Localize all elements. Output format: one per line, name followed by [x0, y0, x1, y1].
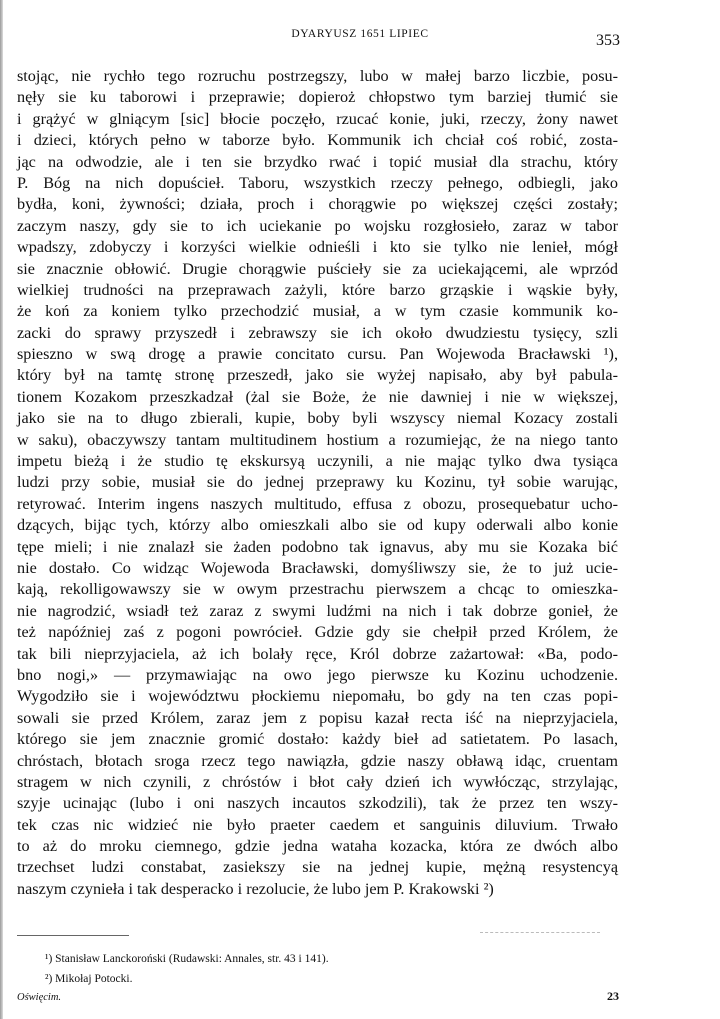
footnote-text: Mikołaj Potocki. [55, 973, 133, 985]
text-line: stojąc, nie rychło tego rozruchu postrzegszy, lubo w małej barzo liczbie, posu- [17, 67, 618, 85]
text-line: jąc na odwodzie, ale i ten sie brzydko rwać i topić musiał dla strachu, który [17, 152, 618, 171]
text-line: tępe mieli; i nie znalazł sie żaden podobno tak ignavus, aby mu sie Kozaka bić [17, 537, 618, 556]
footnotes [45, 949, 329, 989]
text-line: tionem Kozakom przeszkadzał (żal sie Boże, że nie dawniej i nie w większej, [17, 387, 618, 406]
text-line: bydła, koni, żywności; działa, proch i chorągwie po większej części zostały; [17, 195, 618, 214]
text-line: jako sie na to długo zbierali, kupie, boby byli wszyscy niemal Kozacy zostali [17, 409, 618, 428]
text-line: nie dostało. Co widząc Wojewoda Bracławski, domyśliwszy sie, że to już ucie- [17, 558, 618, 577]
text-line: który był na tamtę stronę przeszedł, jako sie wyżej napisało, aby był pabula- [17, 366, 618, 385]
sheet-number: 23 [607, 989, 619, 1003]
text-line: którego sie jem znacznie gromić dostało: każdy bieł ad satietatem. Po lasach, [17, 730, 618, 749]
text-line: nęły sie ku taborowi i przeprawie; dopieroż chłopstwo tym barziej tłumić sie [17, 88, 618, 107]
text-line: dzących, bijąc tych, którzy albo omieszkali albo sie od kupy oderwali albo konie [17, 516, 618, 535]
text-line: Wygodziło sie i województwu płockiemu niepomału, bo gdy na ten czas popi- [17, 687, 618, 706]
text-line: sie znacznie obłowić. Drugie chorągwie puściełу sie za uciekającemi, ale wprzód [17, 259, 618, 278]
text-line: wielkiej trudności na przeprawach zażyli, które barzo grząskie i wąskie były, [17, 280, 618, 299]
text-line: i grążyć w glniącym [sic] błocie poczęło, rzucać konie, juki, rzeczy, żony nawet [17, 109, 618, 128]
footnote-mark: ²) [45, 973, 53, 985]
body-text [17, 66, 618, 900]
text-line: kają, rekolligowawszy sie w owym przestrachu pierwszem a chcąc to omieszka- [17, 580, 618, 599]
text-line: w saku), obaczywszy tantam multitudinem hostium a rozumiejąc, że na niego tanto [17, 430, 618, 449]
footnote-2 [45, 969, 329, 989]
text-line: tak bili nieprzyjaciela, aż ich bolały ręce, Król dobrze zażartował: «Ba, podo- [17, 644, 618, 663]
faint-rule [480, 932, 600, 933]
text-line: zacki do sprawy przyszedł i zebrawszy sie ich około dwudziestu tysięcy, szli [17, 323, 618, 342]
text-line: spiesznо w swą drogę a prawie concitato cursu. Pan Wojewoda Bracławski ¹), [17, 345, 618, 364]
text-line: chróstach, błotach sroga rzecz tego nawiązła, gdzie naszy obławą idąc, cruentam [17, 751, 618, 770]
page-number: 353 [596, 32, 620, 49]
text-line: wpadszy, zdobyczy i korzyści wielkie odnieśli i kto sie tylko nie lenieł, mógł [17, 238, 618, 257]
text-line: P. Bóg na nich dopuścieł. Taboru, wszystkich rzeczy pełnego, odbiegli, jako [17, 173, 618, 192]
printer-signature: Oświęcim. [17, 992, 62, 1003]
page-edge-shadow [0, 0, 3, 1019]
footnote-text: Stanisław Lanckoroński (Rudawski: Annales, str. 43 i 141). [55, 953, 329, 965]
footnote-divider [17, 935, 129, 936]
text-line: nie nagrodzić, wsiadł też zaraz z swymi ludźmi na nich i tak dobrze gonieł, że [17, 601, 618, 620]
text-line: retyrować. Interim ingens naszych multitudo, effusa z obozu, prosequebatur ucho- [17, 494, 618, 513]
text-line: impetu bieżą i że studio tę ekskursyą uczynili, a nie mając tylko dwa tysiąca [17, 452, 618, 471]
text-line: to aż do mroku ciemnego, gdzie jedna wataha kozacka, która ze dwóch albo [17, 837, 618, 856]
page-header [0, 24, 720, 48]
text-line: zaczym naszy, gdy sie to ich uciekanie po wojsku rozgłosieło, zaraz w tabor [17, 216, 618, 235]
footnote-mark: ¹) [45, 953, 53, 965]
text-line: trzechset ludzi constabat, zasiekszy sie na jednej kupie, mężną resystencyą [17, 858, 618, 877]
text-line: naszym czyniełа i tak desperacko i rezolucie, że lubo jem P. Krakowski ²) [17, 879, 494, 898]
text-line: też napóźniej zaś z pogoni powrócieł. Gdzie gdy sie chełpił przed Królem, że [17, 623, 618, 642]
text-line: bno nogi,» — przymawiając na owo jego pierwsze ku Kozinu uchodzenie. [17, 665, 618, 684]
text-line: że koń za koniem tylko przechodzić musiał, a w tym czasie kommunik ko- [17, 302, 618, 321]
text-line: ludzi przy sobie, musiał sie do jednej przeprawy ku Kozinu, tył sobie warując, [17, 473, 618, 492]
text-line: tek czas nic widzieć nie było praeter caedem et sanguinis diluvium. Trwało [17, 815, 618, 834]
text-line: i dzieci, których pełno w taborze było. Kommunik ich chciał coś robić, zosta- [17, 131, 618, 150]
footnote-1 [45, 949, 329, 969]
text-line: szyje ucinając (lubo i oni naszych incautos szkodzili), tak że przez ten wszy- [17, 794, 618, 813]
text-line: stragem w nich czynili, z chróstów i błot cały dzień ich wywłócząc, strzylając, [17, 772, 618, 791]
running-head: DYARYUSZ 1651 LIPIEC [291, 28, 429, 40]
text-line: sowali sie przed Królem, zaraz jem z popisu kazał recta iść na nieprzyjaciela, [17, 708, 618, 727]
